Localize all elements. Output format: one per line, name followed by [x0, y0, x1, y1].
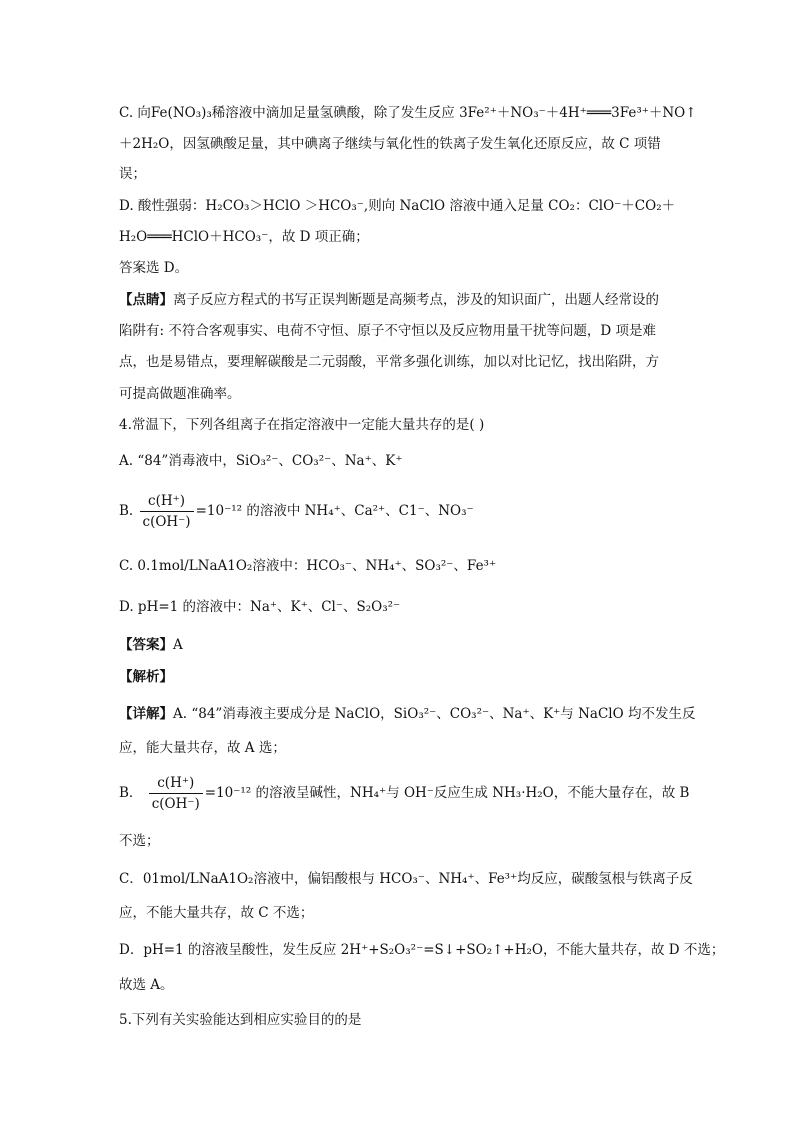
option-d: D. pH=1 的溶液中：Na⁺、K⁺、Cl⁻、S₂O₃²⁻ — [119, 599, 401, 615]
tip-line: 陷阱有: 不符合客观事实、电荷不守恒、原子不守恒以及反应物用量干扰等问题，D 项是难 — [119, 323, 656, 339]
fraction-value: =10⁻¹² — [204, 785, 252, 801]
question-4-title: 4.常温下，下列各组离子在指定溶液中一定能大量共存的是( ) — [119, 417, 485, 433]
text-line: 答案选 D。 — [119, 260, 189, 276]
tip-line: 可提高做题准确率。 — [119, 386, 241, 402]
explain-d: D．pH=1 的溶液呈酸性，发生反应 2H⁺+S₂O₃²⁻=S↓+SO₂↑+H₂O，不能大量共存，故 D 不选； — [119, 942, 725, 958]
fraction-denominator: c(OH⁻) — [151, 796, 200, 812]
fraction-value: =10⁻¹² — [195, 503, 243, 519]
fraction-denominator: c(OH⁻) — [142, 514, 191, 530]
text-line: D. 酸性强弱：H₂CO₃＞HClO ＞HCO₃⁻,则向 NaClO 溶液中通入足量 CO₂：ClO⁻＋CO₂＋ — [119, 198, 676, 214]
fraction-numerator: c(H⁺) — [140, 491, 194, 512]
explain-b — [119, 773, 689, 814]
explain-a: 应，能大量共存，故 A 选； — [119, 740, 286, 756]
option-c: C. 0.1mol/LNaA1O₂溶液中：HCO₃⁻、NH₄⁺、SO₃²⁻、Fe³⁺ — [119, 558, 497, 574]
text-line: ＋2H₂O，因氢碘酸足量，其中碘离子继续与氧化性的铁离子发生氧化还原反应，故 C 项错 — [119, 136, 661, 152]
fraction-numerator: c(H⁺) — [149, 773, 203, 794]
text-line: C. 向Fe(NO₃)₃稀溶液中滴加足量氢碘酸，除了发生反应 3Fe²⁺＋NO₃⁻＋4H⁺═══3Fe³⁺＋NO↑ — [119, 105, 697, 121]
option-b — [119, 491, 474, 532]
text-line: 误； — [119, 166, 146, 182]
explain-a: 【详解】A. “84”消毒液主要成分是 NaClO，SiO₃²⁻、CO₃²⁻、Na⁺、K⁺与 NaClO 均不发生反 — [119, 706, 696, 722]
conclusion: 故选 A。 — [119, 977, 174, 993]
ratio-fraction — [149, 773, 203, 814]
explain-b-prefix: B． — [119, 785, 143, 801]
explain-c: C．01mol/LNaA1O₂溶液中，偏铝酸根与 HCO₃⁻、NH₄⁺、Fe³⁺均反应，碳酸氢根与铁离子反 — [119, 871, 693, 887]
explain-b-text: 的溶液呈碱性，NH₄⁺与 OH⁻反应生成 NH₃·H₂O，不能大量存在，故 B — [251, 785, 690, 801]
question-5-title: 5.下列有关实验能达到相应实验目的的是 — [119, 1012, 362, 1028]
tip-line: 点，也是易错点，要理解碳酸是二元弱酸，平常多强化训练，加以对比记忆，找出陷阱，方 — [119, 354, 659, 370]
analysis-heading: 【解析】 — [119, 669, 173, 685]
option-a: A. “84”消毒液中，SiO₃²⁻、CO₃²⁻、Na⁺、K⁺ — [119, 453, 403, 469]
tip-line: 【点睛】离子反应方程式的书写正误判断题是高频考点，涉及的知识面广，出题人经常设的 — [119, 292, 659, 308]
explain-b: 不选； — [119, 833, 160, 849]
ratio-fraction — [140, 491, 194, 532]
explain-c: 应，不能大量共存，故 C 不选； — [119, 905, 314, 921]
answer-heading: 【答案】A — [119, 637, 183, 653]
option-b-ions: 的溶液中 NH₄⁺、Ca²⁺、C1⁻、NO₃⁻ — [242, 503, 474, 519]
text-line: H₂O═══HClO＋HCO₃⁻，故 D 项正确； — [119, 229, 369, 245]
option-b-prefix: B. — [119, 503, 134, 519]
